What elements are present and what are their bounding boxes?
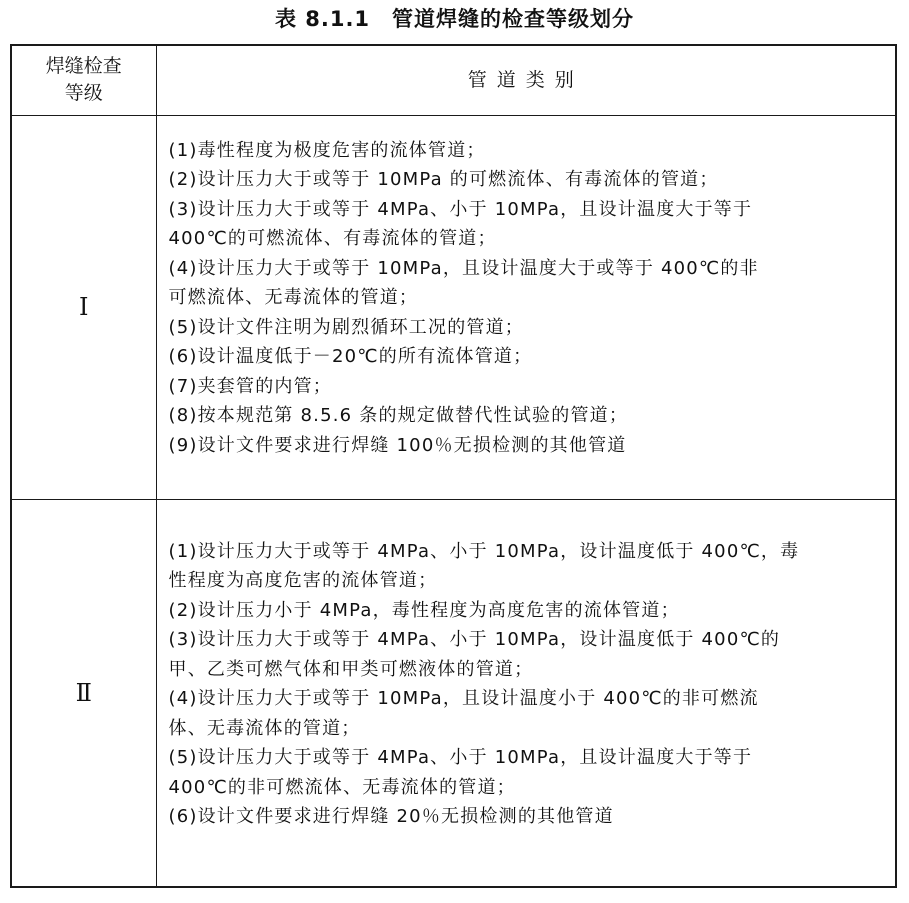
list-item: (1)毒性程度为极度危害的流体管道； <box>168 139 486 161</box>
list-item: 可燃流体、无毒流体的管道； <box>168 287 419 308</box>
header-category <box>156 45 896 115</box>
grade-cell <box>11 499 156 887</box>
list-item: (4)设计压力大于或等于 10MPa，且设计温度大于或等于 400℃的非 <box>168 257 759 279</box>
list-item: (7)夹套管的内管； <box>168 375 332 397</box>
header-grade <box>11 45 156 115</box>
table-row <box>11 499 896 887</box>
list-item: (6)设计温度低于－20℃的所有流体管道； <box>168 346 533 367</box>
list-item: (5)设计文件注明为剧烈循环工况的管道； <box>168 316 524 338</box>
grade-value: Ⅰ <box>79 293 89 321</box>
list-item: 400℃的非可燃流体、无毒流体的管道； <box>168 776 516 798</box>
list-item: (3)设计压力大于或等于 4MPa、小于 10MPa，且设计温度大于等于 <box>168 198 753 220</box>
weld-grade-table <box>10 44 897 888</box>
list-item: 400℃的可燃流体、有毒流体的管道； <box>168 228 497 249</box>
list-item: (6)设计文件要求进行焊缝 20％无损检测的其他管道 <box>168 806 614 827</box>
list-item: (2)设计压力小于 4MPa，毒性程度为高度危害的流体管道； <box>168 599 680 621</box>
list-item: 体、无毒流体的管道； <box>168 717 361 739</box>
grade-value: Ⅱ <box>75 678 92 707</box>
table-row <box>11 115 896 499</box>
pipe-category-cell <box>156 115 896 499</box>
list-item: (4)设计压力大于或等于 10MPa，且设计温度小于 400℃的非可燃流 <box>168 688 759 709</box>
list-item: (9)设计文件要求进行焊缝 100％无损检测的其他管道 <box>168 434 627 456</box>
list-item: (3)设计压力大于或等于 4MPa、小于 10MPa，设计温度低于 400℃的 <box>168 629 781 650</box>
pipe-category-cell <box>156 499 896 887</box>
list-item: (8)按本规范第 8.5.6 条的规定做替代性试验的管道； <box>168 405 629 426</box>
grade-cell <box>11 115 156 499</box>
list-item: (5)设计压力大于或等于 4MPa、小于 10MPa，且设计温度大于等于 <box>168 747 753 768</box>
list-item: (1)设计压力大于或等于 4MPa、小于 10MPa，设计温度低于 400℃，毒 <box>168 540 800 562</box>
table-title: 表 8.1.1 管道焊缝的检查等级划分 <box>274 7 635 31</box>
header-grade-label: 焊缝检查 等级 <box>45 55 122 105</box>
list-item: 甲、乙类可燃气体和甲类可燃液体的管道； <box>168 658 534 680</box>
header-category-label: 管道类别 <box>467 68 584 91</box>
list-item: 性程度为高度危害的流体管道； <box>168 570 438 591</box>
list-item: (2)设计压力大于或等于 10MPa 的可燃流体、有毒流体的管道； <box>168 169 719 190</box>
table-header-row <box>11 45 896 115</box>
